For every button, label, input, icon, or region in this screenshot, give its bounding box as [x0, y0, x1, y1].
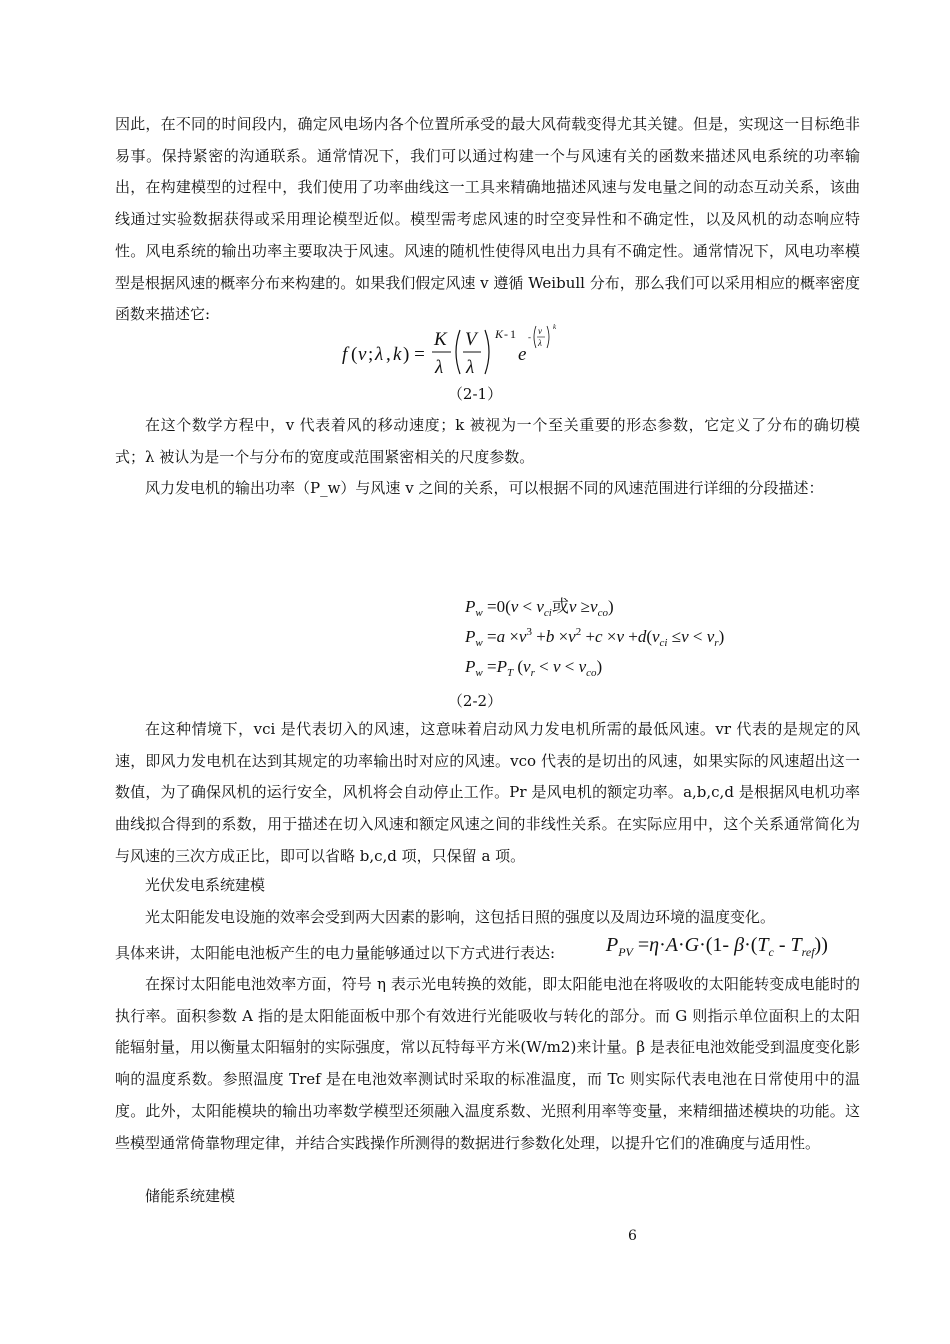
paragraph-wind-load: 因此，在不同的时间段内，确定风电场内各个位置所承受的最大风荷载变得尤其关键。但是，实现这一目标绝非易事。保持紧密的沟通联系。通常情况下，我们可以通过构建一个与风速有关的函数来描述风电系统的功率输出，在构建模型的过程中，我们使用了功率曲线这一工具来精确地描述风速与发电量之间的动态互动关系，该曲线通过实验数据获得或采用理论模型近似。模型需考虑风速的时空变异性和不确定性，以及风机的动态响应特性。风电系统的输出功率主要取决于风速。风速的随机性使得风电出力具有不确定性。通常情况下，风电功率模型是根据风速的概率分布来构建的。如果我们假定风速 v 遵循 Weibull 分布，那么我们可以采用相应的概率密度函数来描述它:: [115, 115, 860, 324]
svg-text:v: v: [538, 326, 542, 336]
svg-text:k: k: [553, 323, 557, 331]
svg-text:(: (: [351, 344, 358, 365]
equation-label-2-2: （2-2）: [447, 692, 503, 710]
svg-text:,: ,: [386, 344, 391, 365]
svg-text:Pw =a ×v3 +b ×v2 +c ×v +d(vci: $P_w =a \times v^3 +b \times v^2 +c \times v +d(v_{ci} \le v < v_r)$: [465, 626, 725, 649]
svg-text:K: K: [495, 327, 504, 341]
svg-text:Pw =PT (vr < v < vco): $P_w =P_T$ $(v_r < v < v_{co})$: [465, 657, 603, 679]
svg-text:λ: λ: [466, 357, 475, 378]
svg-text:V: V: [465, 329, 477, 350]
svg-text:K: K: [434, 329, 447, 350]
paragraph-parameter-definitions: 在这个数学方程中，v 代表着风的移动速度；k 被视为一个至关重要的形态参数，它定义了分布的确切模式；λ 被认为是一个与分布的宽度或范围紧密相关的尺度参数。: [115, 416, 860, 466]
equation-pv-power: [604, 928, 854, 962]
svg-text:λ: λ: [435, 357, 444, 378]
paragraph-speed-definitions: 在这种情境下，vci 是代表切入的风速，这意味着启动风力发电机所需的最低风速。vr 代表的是规定的风速，即风力发电机在达到其规定的功率输出时对应的风速。vco 代表的是切出的风速，如果实际的风速超出这一数值，为了确保风机的运行安全，风机将会自动停止工作。Pr 是风电机的额定功率。a,b,c,d 是根据风电机功率曲线拟合得到的系数，用于描述在切入风速和额定风速之间的非线性关系。在实际应用中，这个关系通常简化为与风速的三次方成正比，即可以省略 b,c,d 项，只保留 a 项。: [115, 720, 860, 865]
svg-text:k: k: [393, 344, 402, 365]
svg-text:Pw =0(v < vci或v ≥vco): $P_w =0(v < v_{ci}$或$v \ge v_{co}$): [465, 597, 614, 619]
equation-piecewise-power: [462, 590, 792, 685]
paragraph-power-relation: 风力发电机的输出功率（P_w）与风速 v 之间的关系，可以根据不同的风速范围进行详细的分段描述：: [145, 479, 824, 497]
page-number: 6: [628, 1228, 637, 1244]
svg-text:-: -: [528, 332, 531, 342]
svg-text:PPV =η·A·G·(1- β·(Tc - Tref)): $P_{PV} =\eta\cdot A\cdot G\cdot(1-$ $\beta\cdot(T_c - T_{ref})$): [606, 934, 828, 959]
svg-text:λ: λ: [375, 344, 384, 365]
svg-text:λ: λ: [538, 338, 542, 348]
heading-storage-modeling: 储能系统建模: [145, 1187, 236, 1205]
svg-text:e: e: [518, 344, 527, 365]
heading-pv-modeling: 光伏发电系统建模: [145, 876, 266, 894]
equation-weibull-pdf: [330, 318, 590, 384]
svg-text:-: -: [504, 327, 508, 341]
svg-text:;: ;: [368, 344, 374, 365]
equation-label-2-1: （2-1）: [447, 385, 503, 403]
svg-text:f: f: [342, 344, 348, 365]
svg-text:1: 1: [510, 327, 516, 341]
paragraph-pv-parameters: 在探讨太阳能电池效率方面，符号 η 表示光电转换的效能，即太阳能电池在将吸收的太阳能转变成电能时的执行率。面积参数 A 指的是太阳能面板中那个有效进行光能吸收与转化的部分。而 G 则指示单位面积上的太阳能辐射量，用以衡量太阳辐射的实际强度，常以瓦特每平方米(W/m2)来计量。β 是表征电池效能受到温度变化影响的温度系数。参照温度 Tref 是在电池效率测试时采取的标准温度，而 Tc 则实际代表电池在日常使用中的温度。此外，太阳能模块的输出功率数学模型还须融入温度系数、光照利用率等变量，来精细描述模块的功能。这些模型通常倚靠物理定律，并结合实践操作所测得的数据进行参数化处理，以提升它们的准确度与适用性。: [115, 975, 860, 1152]
svg-text:v: v: [358, 344, 367, 365]
svg-text:) =: ) =: [403, 344, 425, 365]
paragraph-pv-efficiency-line1: 光太阳能发电设施的效率会受到两大因素的影响，这包括日照的强度以及周边环境的温度变化。: [145, 908, 776, 926]
paragraph-pv-efficiency-line2: 具体来讲，太阳能电池板产生的电力量能够通过以下方式进行表达:: [115, 944, 556, 962]
